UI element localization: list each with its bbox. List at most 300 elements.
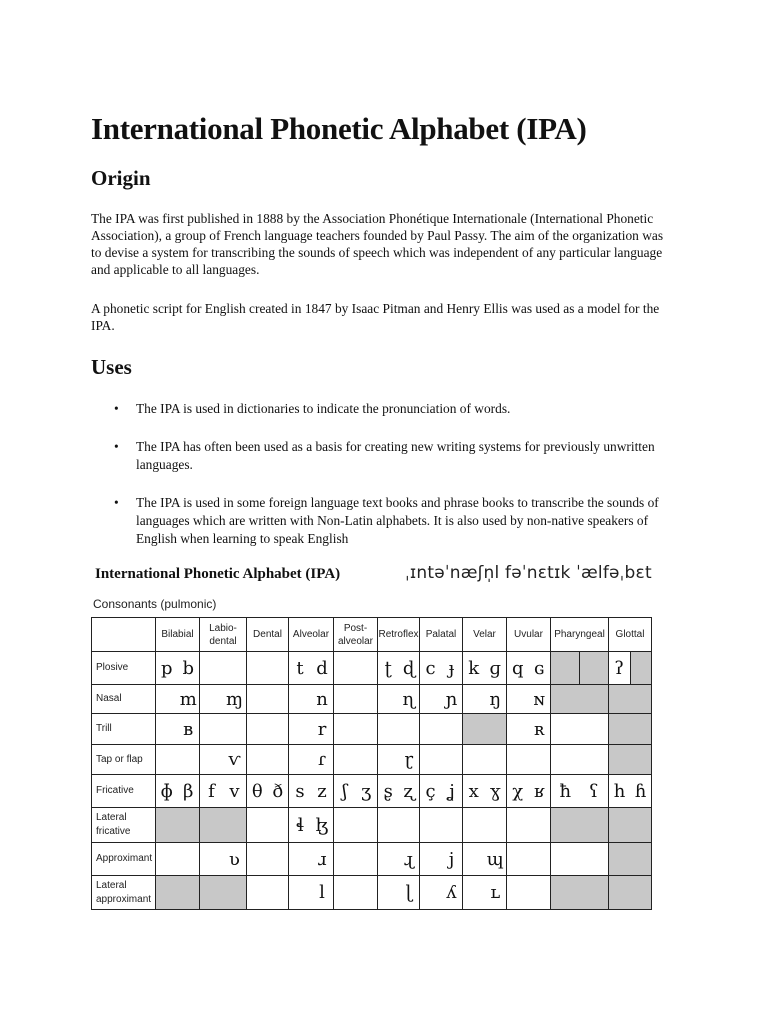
phoneme-symbol [268, 745, 289, 774]
column-header: Uvular [507, 618, 551, 652]
phoneme-symbol [200, 745, 223, 774]
row-label: Lateral approximant [92, 876, 156, 910]
phoneme-symbol [580, 876, 609, 909]
table-row [92, 685, 652, 714]
phoneme-cell [247, 714, 289, 745]
phoneme-symbol: b [182, 657, 195, 679]
row-label: Lateral fricative [92, 808, 156, 843]
phoneme-cell [609, 685, 652, 714]
phoneme-cell [200, 843, 247, 876]
phoneme-symbol [529, 876, 551, 909]
list-item [91, 400, 676, 418]
phoneme-symbol [247, 685, 268, 713]
phoneme-symbol [507, 808, 529, 842]
phoneme-symbol: ɲ [445, 688, 458, 710]
phoneme-cell [463, 714, 507, 745]
row-label: Fricative [92, 775, 156, 808]
phoneme-symbol [378, 714, 399, 744]
phoneme-symbol [178, 745, 200, 774]
phoneme-symbol: ɳ [402, 688, 415, 710]
phoneme-cell [289, 775, 334, 808]
bullet-icon: • [114, 439, 119, 454]
phoneme-cell [289, 745, 334, 775]
phoneme-cell [200, 745, 247, 775]
phoneme-symbol: ɸ [160, 780, 173, 802]
phoneme-symbol [378, 808, 399, 842]
page-title: International Phonetic Alphabet (IPA) [91, 111, 587, 146]
phoneme-symbol: d [316, 657, 328, 679]
phoneme-symbol: ɭ [405, 882, 413, 903]
phoneme-cell [247, 685, 289, 714]
phoneme-symbol [485, 808, 507, 842]
phoneme-symbol [268, 685, 289, 713]
phoneme-symbol [463, 843, 485, 875]
phoneme-cell [156, 808, 200, 843]
phoneme-symbol [399, 714, 420, 744]
phoneme-symbol [334, 714, 356, 744]
phoneme-symbol [200, 843, 223, 875]
column-header: Pharyngeal [551, 618, 609, 652]
phoneme-cell [420, 652, 463, 685]
phoneme-cell [551, 745, 609, 775]
phoneme-cell [463, 808, 507, 843]
phoneme-symbol: ŋ [489, 688, 502, 710]
phoneme-symbol [551, 876, 580, 909]
phoneme-symbol [630, 843, 651, 875]
phoneme-symbol [178, 843, 200, 875]
phoneme-symbol: v [229, 780, 240, 802]
phoneme-symbol: χ [512, 780, 524, 802]
phoneme-symbol [507, 843, 529, 875]
phoneme-cell [156, 652, 200, 685]
phoneme-symbol [507, 745, 529, 774]
phoneme-symbol: p [160, 657, 173, 679]
phoneme-cell [156, 876, 200, 910]
phoneme-cell [289, 652, 334, 685]
phoneme-symbol [551, 714, 580, 744]
phoneme-symbol [463, 876, 485, 909]
phoneme-cell [507, 775, 551, 808]
phoneme-symbol [399, 808, 420, 842]
phoneme-symbol [630, 876, 651, 909]
phoneme-symbol [178, 876, 200, 909]
phoneme-cell [247, 745, 289, 775]
phoneme-symbol: j [448, 848, 455, 870]
phoneme-symbol [200, 714, 223, 744]
phoneme-cell [378, 714, 420, 745]
column-header: Retroflex [378, 618, 420, 652]
phoneme-symbol [268, 714, 289, 744]
phoneme-symbol [580, 808, 609, 842]
phoneme-symbol [420, 843, 441, 875]
table-row [92, 714, 652, 745]
phoneme-symbol: n [316, 688, 328, 710]
phoneme-symbol [551, 685, 580, 713]
phoneme-symbol [378, 843, 399, 875]
phoneme-symbol [609, 714, 630, 744]
bullet-icon: • [114, 495, 119, 510]
phoneme-cell [551, 876, 609, 910]
ipa-chart-subtitle: Consonants (pulmonic) [93, 597, 217, 611]
phoneme-cell [200, 775, 247, 808]
phoneme-cell [609, 745, 652, 775]
phoneme-symbol: ʟ [490, 882, 501, 903]
phoneme-cell [507, 808, 551, 843]
list-item-text: The IPA is used in dictionaries to indicate the pronunciation of words. [136, 401, 511, 416]
phoneme-symbol [485, 745, 507, 774]
phoneme-symbol [356, 745, 378, 774]
phoneme-cell [378, 843, 420, 876]
row-label: Nasal [92, 685, 156, 714]
phoneme-symbol [356, 876, 378, 909]
phoneme-symbol: ɡ [489, 657, 502, 679]
phoneme-symbol [420, 808, 441, 842]
phoneme-symbol [580, 714, 609, 744]
ipa-chart-title: International Phonetic Alphabet (IPA) [95, 566, 341, 582]
phoneme-symbol [463, 685, 485, 713]
phoneme-symbol: ʝ [448, 780, 455, 802]
phoneme-symbol [529, 745, 551, 774]
phoneme-symbol [334, 652, 356, 684]
phoneme-cell [378, 652, 420, 685]
phoneme-symbol: ɰ [486, 848, 504, 870]
phoneme-symbol [200, 652, 223, 684]
phoneme-cell [156, 685, 200, 714]
phoneme-cell [609, 843, 652, 876]
phoneme-cell [463, 843, 507, 876]
phoneme-symbol: l [319, 882, 325, 903]
bullet-icon: • [114, 401, 119, 416]
table-row [92, 745, 652, 775]
phoneme-symbol: β [183, 780, 194, 802]
phoneme-cell [609, 876, 652, 910]
phoneme-symbol [485, 714, 507, 744]
phoneme-cell [156, 714, 200, 745]
phoneme-cell [609, 808, 652, 843]
phoneme-symbol [289, 714, 311, 744]
phoneme-symbol: m [179, 688, 197, 710]
phoneme-symbol [289, 745, 311, 774]
phoneme-symbol [156, 843, 178, 875]
phoneme-cell [463, 652, 507, 685]
phoneme-cell [420, 685, 463, 714]
phoneme-cell [200, 714, 247, 745]
phoneme-cell [378, 685, 420, 714]
phoneme-symbol [441, 745, 462, 774]
phoneme-symbol [356, 808, 378, 842]
phoneme-symbol [609, 876, 630, 909]
phoneme-symbol [420, 745, 441, 774]
phoneme-symbol [463, 745, 485, 774]
phoneme-symbol [334, 876, 356, 909]
list-item-text: The IPA has often been used as a basis for creating new writing systems for previously unwritten languages. [136, 439, 655, 472]
phoneme-cell [289, 714, 334, 745]
phoneme-cell [334, 775, 378, 808]
phoneme-symbol: ɬ [295, 814, 305, 836]
phoneme-cell [334, 808, 378, 843]
phoneme-symbol: f [208, 780, 215, 802]
list-item [91, 438, 676, 474]
phoneme-symbol [630, 714, 651, 744]
phoneme-symbol: ʙ [183, 718, 194, 740]
phoneme-cell [420, 745, 463, 775]
phoneme-cell [463, 775, 507, 808]
phoneme-symbol: x [468, 780, 479, 802]
phoneme-symbol [609, 843, 630, 875]
phoneme-symbol [223, 714, 246, 744]
phoneme-symbol [200, 876, 223, 909]
phoneme-cell [378, 775, 420, 808]
phoneme-symbol: ɢ [534, 657, 545, 679]
phoneme-symbol: ʕ [588, 780, 599, 802]
phoneme-symbol: ɣ [489, 780, 501, 802]
phoneme-symbol [551, 745, 580, 774]
phoneme-cell [420, 843, 463, 876]
phoneme-symbol [223, 876, 246, 909]
phoneme-symbol: z [317, 780, 327, 802]
phoneme-cell [551, 652, 609, 685]
phoneme-symbol [356, 652, 378, 684]
phoneme-symbol [223, 808, 246, 842]
phoneme-symbol: ɽ [404, 749, 414, 770]
phoneme-symbol [631, 652, 652, 684]
row-label: Approximant [92, 843, 156, 876]
phoneme-symbol: ʂ [383, 780, 393, 802]
phoneme-symbol [609, 745, 630, 774]
phoneme-symbol [378, 685, 399, 713]
phoneme-symbol [507, 685, 529, 713]
phoneme-symbol [268, 843, 289, 875]
phoneme-symbol: q [511, 657, 524, 679]
phoneme-cell [334, 685, 378, 714]
phoneme-symbol [551, 808, 580, 842]
phoneme-symbol [178, 808, 200, 842]
column-header: Alveolar [289, 618, 334, 652]
phoneme-symbol [630, 808, 651, 842]
column-header: Post- alveolar [334, 618, 378, 652]
phoneme-symbol [247, 745, 268, 774]
phoneme-symbol: ɖ [402, 657, 415, 679]
phoneme-symbol: ɦ [634, 780, 647, 802]
phoneme-cell [334, 843, 378, 876]
table-row [92, 652, 652, 685]
uses-list [91, 400, 676, 568]
table-corner-cell [92, 618, 156, 652]
phoneme-symbol [200, 685, 223, 713]
origin-paragraph-2: A phonetic script for English created in 1847 by Isaac Pitman and Henry Ellis was used as a model for the IPA. [91, 301, 660, 333]
phoneme-symbol [580, 652, 608, 684]
phoneme-symbol: ɾ [317, 749, 327, 770]
phoneme-cell [289, 685, 334, 714]
phoneme-cell [507, 714, 551, 745]
phoneme-symbol [551, 652, 580, 684]
row-label: Plosive [92, 652, 156, 685]
phoneme-cell [247, 808, 289, 843]
phoneme-cell [609, 714, 652, 745]
phoneme-cell [551, 775, 609, 808]
phoneme-cell [334, 714, 378, 745]
phoneme-symbol [223, 652, 246, 684]
phoneme-symbol [441, 714, 462, 744]
phoneme-cell [247, 775, 289, 808]
phoneme-cell [551, 714, 609, 745]
phoneme-cell [507, 685, 551, 714]
phoneme-cell [247, 652, 289, 685]
phoneme-cell [334, 745, 378, 775]
phoneme-symbol [334, 808, 356, 842]
phoneme-symbol [247, 714, 268, 744]
phoneme-cell [507, 843, 551, 876]
phoneme-symbol: ɹ [317, 848, 327, 870]
phoneme-symbol [247, 876, 268, 909]
phoneme-symbol [463, 714, 485, 744]
phoneme-symbol [551, 843, 580, 875]
phoneme-symbol [356, 843, 378, 875]
phoneme-symbol: ⱱ [228, 749, 241, 770]
phoneme-symbol: ʒ [361, 780, 372, 802]
phoneme-symbol [420, 876, 441, 909]
phoneme-cell [200, 685, 247, 714]
phoneme-symbol [420, 714, 441, 744]
phoneme-cell [551, 808, 609, 843]
table-row [92, 775, 652, 808]
phoneme-cell [200, 876, 247, 910]
phoneme-symbol [630, 745, 651, 774]
phoneme-cell [551, 685, 609, 714]
phoneme-cell [420, 714, 463, 745]
column-header: Velar [463, 618, 507, 652]
phoneme-symbol [268, 652, 289, 684]
ipa-chart-transcription: ˌɪntəˈnæʃn̩l fəˈnɛtɪk ˈælfəˌbɛt [405, 563, 652, 583]
phoneme-cell [378, 745, 420, 775]
phoneme-symbol: ð [272, 780, 284, 802]
origin-heading: Origin [91, 166, 151, 190]
phoneme-cell [200, 652, 247, 685]
phoneme-cell [334, 876, 378, 910]
phoneme-symbol: ɮ [315, 814, 329, 836]
phoneme-symbol [580, 745, 609, 774]
phoneme-symbol [529, 843, 551, 875]
phoneme-symbol: r [317, 718, 327, 740]
phoneme-cell [463, 685, 507, 714]
phoneme-cell [334, 652, 378, 685]
column-header: Bilabial [156, 618, 200, 652]
phoneme-symbol [247, 652, 268, 684]
phoneme-cell [551, 843, 609, 876]
column-header: Dental [247, 618, 289, 652]
phoneme-cell [609, 652, 652, 685]
phoneme-cell [156, 843, 200, 876]
phoneme-symbol [247, 843, 268, 875]
phoneme-symbol [156, 876, 178, 909]
phoneme-cell [609, 775, 652, 808]
phoneme-symbol: ʃ [342, 780, 348, 802]
phoneme-symbol [609, 685, 630, 713]
phoneme-symbol [630, 685, 651, 713]
phoneme-symbol [156, 714, 178, 744]
phoneme-cell [463, 745, 507, 775]
phoneme-symbol [268, 808, 289, 842]
phoneme-symbol [356, 714, 378, 744]
phoneme-symbol: ʐ [403, 780, 415, 802]
phoneme-symbol: ʋ [229, 848, 240, 870]
phoneme-symbol: k [468, 657, 480, 679]
phoneme-symbol [507, 876, 529, 909]
row-label: Trill [92, 714, 156, 745]
phoneme-cell [420, 876, 463, 910]
phoneme-symbol [356, 685, 378, 713]
phoneme-cell [247, 843, 289, 876]
table-row [92, 808, 652, 843]
phoneme-cell [420, 775, 463, 808]
phoneme-cell [156, 745, 200, 775]
phoneme-symbol: ɻ [403, 848, 414, 870]
phoneme-symbol [580, 843, 609, 875]
table-row [92, 876, 652, 910]
uses-heading: Uses [91, 355, 132, 379]
phoneme-symbol: ʔ [609, 652, 631, 684]
phoneme-cell [247, 876, 289, 910]
phoneme-cell [200, 808, 247, 843]
phoneme-symbol: ʈ [384, 657, 392, 679]
phoneme-symbol [334, 745, 356, 774]
phoneme-cell [507, 876, 551, 910]
phoneme-symbol [156, 745, 178, 774]
phoneme-symbol: h [613, 780, 626, 802]
ipa-consonant-table [91, 617, 652, 910]
phoneme-symbol [200, 808, 223, 842]
phoneme-symbol: ʎ [446, 882, 457, 903]
table-header-row [92, 618, 652, 652]
phoneme-symbol: ɟ [448, 657, 455, 679]
column-header: Palatal [420, 618, 463, 652]
column-header: Labio- dental [200, 618, 247, 652]
origin-paragraph-1: The IPA was first published in 1888 by the Association Phonétique Internationale (International Phonetic Association), a group of French language teachers founded by Paul Passy. The aim of the organization was to devise a system for transcribing the sounds of speech which was independent of any particular language and applicable to all languages. [91, 211, 664, 277]
phoneme-symbol [463, 808, 485, 842]
column-header: Glottal [609, 618, 652, 652]
phoneme-symbol: θ [251, 780, 263, 802]
phoneme-symbol [289, 843, 311, 875]
phoneme-symbol [609, 808, 630, 842]
phoneme-symbol [507, 714, 529, 744]
phoneme-symbol: ɱ [225, 688, 244, 710]
phoneme-symbol [247, 808, 268, 842]
phoneme-symbol: t [296, 657, 304, 679]
phoneme-symbol [289, 685, 311, 713]
phoneme-symbol [156, 808, 178, 842]
phoneme-cell [507, 652, 551, 685]
list-item-text: The IPA is used in some foreign language text books and phrase books to transcribe the sounds of languages which are written with Non-Latin alphabets. It is also used by non-native speakers of English when learning to speak English [136, 495, 659, 546]
phoneme-cell [378, 808, 420, 843]
phoneme-symbol [378, 876, 399, 909]
phoneme-symbol: ç [425, 780, 436, 802]
phoneme-cell [289, 843, 334, 876]
phoneme-cell [289, 876, 334, 910]
phoneme-symbol [334, 843, 356, 875]
phoneme-symbol [580, 685, 609, 713]
phoneme-symbol: ʁ [534, 780, 545, 802]
phoneme-cell [420, 808, 463, 843]
phoneme-symbol [268, 876, 289, 909]
phoneme-symbol [441, 808, 462, 842]
phoneme-symbol: ɴ [533, 688, 546, 710]
phoneme-symbol: ʀ [534, 718, 545, 740]
row-label: Tap or flap [92, 745, 156, 775]
phoneme-cell [378, 876, 420, 910]
phoneme-symbol [378, 745, 399, 774]
phoneme-symbol [420, 685, 441, 713]
phoneme-symbol: c [425, 657, 436, 679]
